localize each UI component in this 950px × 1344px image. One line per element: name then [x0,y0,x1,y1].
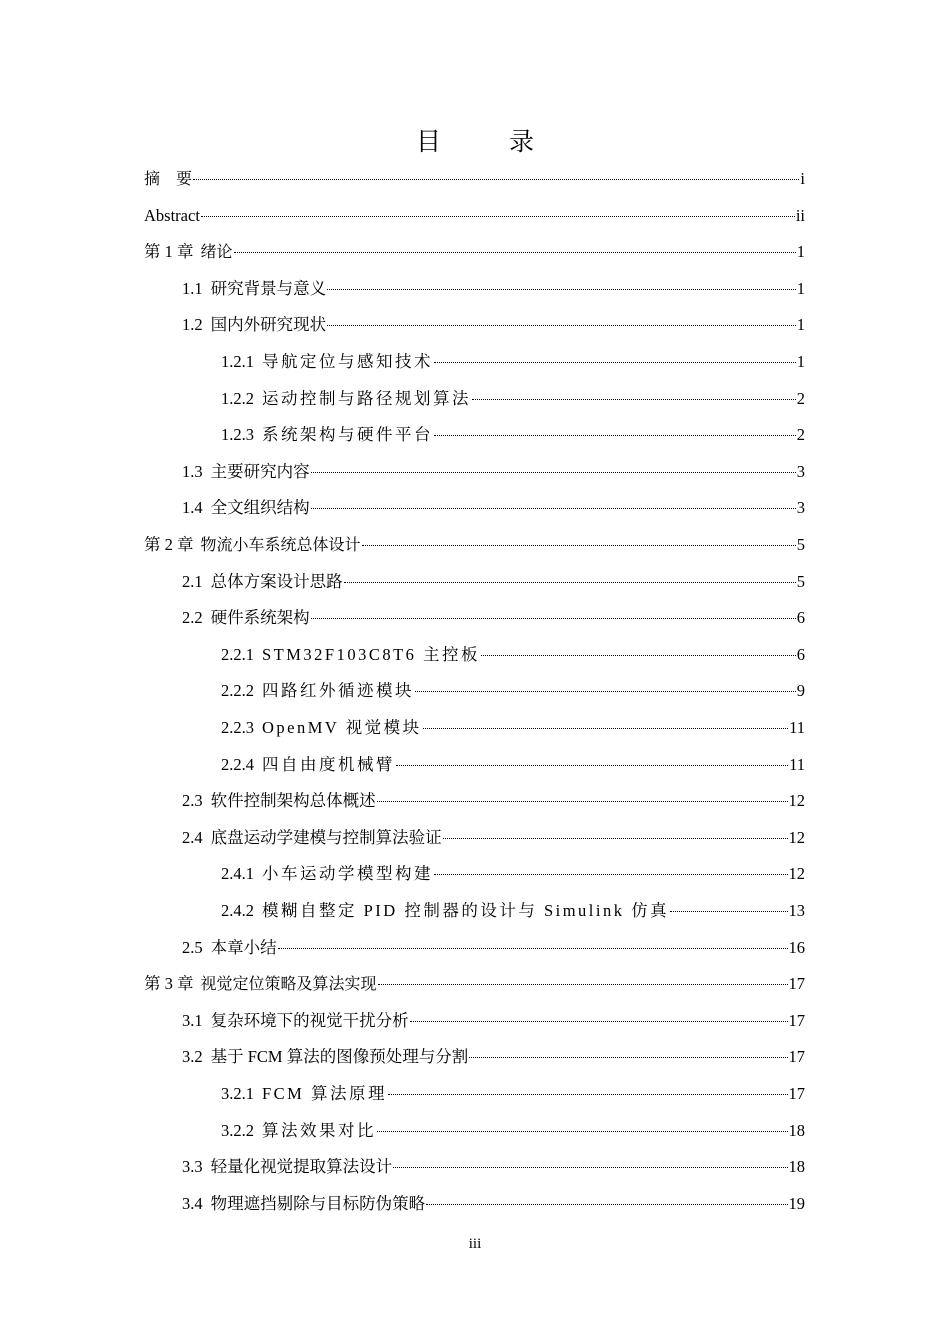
dot-leader [423,728,788,729]
dot-leader [415,691,796,692]
toc-entry-title: 小车运动学模型构建 [262,864,433,884]
toc-entry[interactable] [144,201,805,231]
toc-entry[interactable] [182,274,805,304]
page-number: iii [468,1236,482,1252]
toc-entry-number: 2.3 [182,791,203,811]
toc-entry-page: 11 [789,718,805,737]
toc-entry-page: 17 [788,1084,805,1103]
dot-leader [396,765,788,766]
toc-entry-title: 硬件系统架构 [210,608,310,628]
toc-entry-page: 2 [796,388,805,408]
toc-entry[interactable] [182,933,805,963]
dot-leader [426,1204,787,1205]
toc-entry-number: 3.2.2 [221,1120,254,1140]
toc-entry-number: 2.2.4 [221,754,254,774]
toc-entry[interactable] [221,384,805,414]
dot-leader [327,325,796,326]
toc-entry-page: 1 [796,242,805,262]
toc-entry-title: 物流小车系统总体设计 [200,535,361,554]
toc-entry[interactable] [221,1116,805,1146]
toc-entry-page: 3 [796,461,805,481]
dot-leader [362,545,796,546]
toc-entry-title: 四自由度机械臂 [262,754,395,774]
dot-leader [388,1094,788,1095]
dot-leader [377,801,788,802]
toc-entry[interactable] [182,1042,805,1072]
toc-entry-page: 11 [789,754,805,774]
toc-entry[interactable] [221,896,805,926]
toc-entry[interactable] [221,347,805,377]
dot-leader [278,948,788,949]
dot-leader [311,472,796,473]
toc-entry-number: 2.5 [182,937,203,957]
dot-leader [443,838,788,839]
dot-leader [434,362,796,363]
toc-entry-page: 18 [788,1157,805,1177]
toc-entry-title: 国内外研究现状 [210,315,327,335]
toc-entry-page: ii [795,205,805,225]
toc-entry-page: 6 [796,644,805,664]
toc-entry-title: 研究背景与意义 [210,278,327,298]
toc-entry-title: 全文组织结构 [210,498,310,518]
toc-entry[interactable] [182,310,805,340]
toc-entry[interactable] [182,823,805,853]
dot-leader [377,1131,788,1132]
toc-entry-number: 2.2.3 [221,718,254,737]
toc-entry-title: 四路红外循迹模块 [262,681,414,701]
toc-entry-page: 17 [788,1047,805,1067]
toc-entry-number: 1.3 [182,461,203,481]
toc-entry-number: 3.4 [182,1193,203,1213]
toc-entry-title: 算法效果对比 [262,1120,376,1140]
toc-entry-number: 2.2.1 [221,644,254,664]
toc-entry-title: 系统架构与硬件平台 [262,425,433,445]
toc-entry-page: 17 [788,974,805,994]
dot-leader [378,984,788,985]
toc-entry-number: 2.2.2 [221,681,254,701]
toc-entry-title: 基于 FCM 算法的图像预处理与分割 [210,1047,469,1067]
toc-entry[interactable] [221,420,805,450]
toc-entry[interactable] [182,567,805,597]
toc-entry-number: 3.1 [182,1010,203,1030]
toc-entry-page: 12 [788,864,805,884]
toc-entry-title: 软件控制架构总体概述 [210,791,376,811]
toc-entry-page: 5 [796,571,805,591]
dot-leader [234,252,796,253]
toc-entry-title: 本章小结 [210,937,277,957]
toc-entry-page: 12 [788,827,805,847]
toc-entry-title: 视觉定位策略及算法实现 [200,974,377,994]
dot-leader [193,179,799,180]
toc-entry[interactable] [221,713,805,743]
toc-entry-number: 1.2.2 [221,388,254,408]
toc-entry-title: OpenMV 视觉模块 [262,718,422,737]
toc-entry-page: 9 [796,681,805,701]
dot-leader [434,874,788,875]
dot-leader [311,618,796,619]
toc-entry-number: 1.2 [182,315,203,335]
toc-entry-page: 17 [788,1010,805,1030]
toc-entry-number: 2.4.1 [221,864,254,884]
toc-entry-page: 5 [796,535,805,554]
toc-entry-number: 2.4.2 [221,901,254,920]
toc-entry-number: 2.2 [182,608,203,628]
toc-entry[interactable] [221,750,805,780]
toc-entry-number: 2.4 [182,827,203,847]
toc-entry-title: 底盘运动学建模与控制算法验证 [210,827,442,847]
toc-entry-title: STM32F103C8T6 主控板 [262,644,481,664]
toc-entry-title: 物理遮挡剔除与目标防伪策略 [210,1193,426,1213]
toc-entry-title: 总体方案设计思路 [210,571,343,591]
dot-leader [472,399,796,400]
toc-entry[interactable] [144,969,805,999]
toc-entry[interactable] [182,786,805,816]
toc-entry-title: 复杂环境下的视觉干扰分析 [210,1010,409,1030]
toc-entry-number: 1.1 [182,278,203,298]
dot-leader [434,435,796,436]
toc-entry[interactable] [144,164,805,194]
dot-leader [469,1057,787,1058]
toc-entry-title: 导航定位与感知技术 [262,352,433,371]
toc-entry[interactable] [221,1079,805,1109]
toc-entry[interactable] [221,676,805,706]
toc-entry-title: 主要研究内容 [210,461,310,481]
toc-entry-number: 1.4 [182,498,203,518]
toc-entry[interactable] [182,457,805,487]
dot-leader [311,508,796,509]
toc-entry-page: 1 [796,315,805,335]
toc-entry[interactable] [144,237,805,267]
toc-entry-title: 轻量化视觉提取算法设计 [210,1157,393,1177]
toc-entry[interactable] [182,1152,805,1182]
toc-entry[interactable] [182,493,805,523]
dot-leader [393,1167,787,1168]
toc-entry-page: 13 [788,901,805,920]
toc-entry[interactable] [182,1006,805,1036]
toc-entry-page: 2 [796,425,805,445]
toc-entry-number: 2.1 [182,571,203,591]
dot-leader [670,911,787,912]
toc-entry-title: FCM 算法原理 [262,1084,387,1103]
toc-entry-page: 12 [788,791,805,811]
toc-entry-number: 3.3 [182,1157,203,1177]
toc-entry-number: 1.2.3 [221,425,254,445]
toc-entry[interactable] [221,859,805,889]
dot-leader [201,216,795,217]
dot-leader [344,582,796,583]
toc-entry-page: i [800,169,805,188]
toc-entry[interactable] [182,603,805,633]
toc-entry-page: 16 [788,937,805,957]
toc-entry-page: 1 [796,278,805,298]
toc-entry-title: 运动控制与路径规划算法 [262,388,471,408]
toc-entry-page: 1 [796,352,805,371]
dot-leader [327,289,796,290]
toc-title: 目 录 [416,127,564,156]
toc-entry-number: 1.2.1 [221,352,254,371]
toc-entry-title: 绪论 [200,242,233,262]
dot-leader [410,1021,788,1022]
toc-entry-page: 19 [788,1193,805,1213]
toc-entry-number: 第 3 章 [144,974,194,994]
toc-entry-page: 3 [796,498,805,518]
toc-entry[interactable] [182,1189,805,1219]
toc-entry[interactable] [144,530,805,560]
toc-entry-page: 18 [788,1120,805,1140]
toc-entry-page: 6 [796,608,805,628]
toc-entry[interactable] [221,640,805,670]
toc-entry-title: 摘 要 [144,169,193,188]
toc-entry-title: 模糊自整定 PID 控制器的设计与 Simulink 仿真 [262,901,670,920]
toc-entry-number: 第 2 章 [144,535,194,554]
toc-entry-number: 3.2.1 [221,1084,254,1103]
toc-entry-title: Abstract [144,205,200,225]
toc-entry-number: 第 1 章 [144,242,194,262]
toc-entry-number: 3.2 [182,1047,203,1067]
dot-leader [481,655,796,656]
